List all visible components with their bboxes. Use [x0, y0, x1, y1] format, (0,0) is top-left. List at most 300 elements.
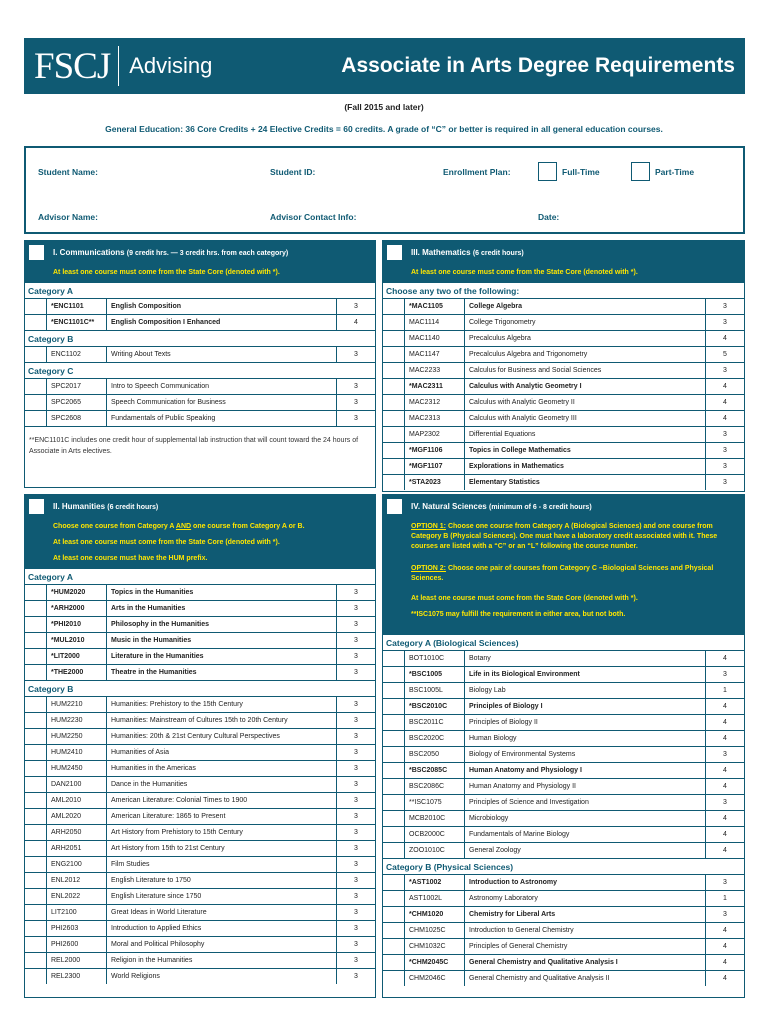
course-check-cell[interactable]: [25, 633, 47, 648]
course-row: [25, 936, 375, 952]
section-hours: (9 credit hrs. — 3 credit hrs. from each category): [126, 250, 289, 257]
course-title: Humanities in the Americas: [107, 761, 337, 776]
course-title: Fundamentals of Marine Biology: [465, 827, 706, 842]
course-title: Humanities: 20th & 21st Century Cultural Perspectives: [107, 729, 337, 744]
course-check-cell[interactable]: [25, 889, 47, 904]
course-code: *AST1002: [405, 875, 465, 890]
course-credits: 3: [354, 653, 358, 660]
course-code: ENL2022: [47, 889, 107, 904]
course-credits: 3: [354, 829, 358, 836]
course-code: BSC1005L: [405, 683, 465, 698]
course-check-cell[interactable]: [25, 617, 47, 632]
course-credits: 3: [723, 879, 727, 886]
category-heading: Choose any two of the following:: [383, 282, 744, 298]
course-check-cell[interactable]: [383, 795, 405, 810]
course-title: Humanities: Mainstream of Cultures 15th to 20th Century: [107, 713, 337, 728]
course-title: Human Anatomy and Physiology II: [465, 779, 706, 794]
course-code: CHM1032C: [405, 939, 465, 954]
humanities-section: [24, 494, 376, 998]
course-check-cell[interactable]: [383, 395, 405, 410]
course-row: [25, 410, 375, 426]
course-row: [25, 904, 375, 920]
course-row: [383, 394, 744, 410]
course-title: General Chemistry and Qualitative Analysis I: [465, 955, 706, 970]
course-code: *MAC1105: [405, 299, 465, 314]
mathematics-checkbox[interactable]: [387, 245, 402, 260]
course-code: CHM2046C: [405, 971, 465, 986]
course-code: DAN2100: [47, 777, 107, 792]
course-check-cell[interactable]: [383, 331, 405, 346]
course-code: BSC2086C: [405, 779, 465, 794]
course-code: HUM2230: [47, 713, 107, 728]
course-check-cell[interactable]: [383, 699, 405, 714]
course-code: *PHI2010: [47, 617, 107, 632]
course-row: [25, 394, 375, 410]
course-code: REL2300: [47, 969, 107, 984]
course-check-cell[interactable]: [25, 299, 47, 314]
part-time-label: Part-Time: [655, 167, 695, 177]
course-check-cell[interactable]: [383, 459, 405, 474]
advisor-name-label: Advisor Name:: [38, 212, 98, 222]
isc1075-note: **ISC1075 may fulfill the requirement in either area, but not both.: [411, 611, 626, 618]
category-heading: Category A: [25, 568, 375, 584]
course-row: [25, 920, 375, 936]
state-core-note: At least one course must come from the State Core (denoted with *).: [411, 269, 638, 276]
course-title: Theatre in the Humanities: [107, 665, 337, 680]
course-row: [25, 760, 375, 776]
state-core-note: At least one course must come from the State Core (denoted with *).: [411, 595, 638, 602]
course-check-cell[interactable]: [383, 907, 405, 922]
course-code: ZOO1010C: [405, 843, 465, 858]
humanities-header: [25, 495, 375, 568]
fscj-logo: FSCJ: [34, 45, 111, 87]
course-code: *CHM1020: [405, 907, 465, 922]
category-heading: Category B: [25, 680, 375, 696]
course-credits: 3: [354, 733, 358, 740]
course-row: [383, 346, 744, 362]
course-row: [383, 410, 744, 426]
course-check-cell[interactable]: [383, 683, 405, 698]
course-row: [25, 856, 375, 872]
communications-checkbox[interactable]: [29, 245, 44, 260]
course-check-cell[interactable]: [383, 811, 405, 826]
course-row: [25, 872, 375, 888]
course-title: American Literature: Colonial Times to 1900: [107, 793, 337, 808]
course-check-cell[interactable]: [383, 651, 405, 666]
course-title: Calculus for Business and Social Sciences: [465, 363, 706, 378]
course-check-cell[interactable]: [383, 379, 405, 394]
course-row: [383, 906, 744, 922]
student-name-label: Student Name:: [38, 167, 98, 177]
course-row: [25, 314, 375, 330]
course-code: ENC1102: [47, 347, 107, 362]
course-code: MAC2313: [405, 411, 465, 426]
course-check-cell[interactable]: [383, 827, 405, 842]
course-row: [25, 712, 375, 728]
course-credits: 4: [723, 335, 727, 342]
course-credits: 3: [723, 479, 727, 486]
course-code: MAC1147: [405, 347, 465, 362]
course-credits: 3: [354, 637, 358, 644]
course-title: General Zoology: [465, 843, 706, 858]
course-check-cell[interactable]: [25, 937, 47, 952]
course-row: [25, 792, 375, 808]
course-title: Music in the Humanities: [107, 633, 337, 648]
course-credits: 3: [723, 671, 727, 678]
course-check-cell[interactable]: [25, 697, 47, 712]
course-check-cell[interactable]: [383, 891, 405, 906]
section-hours: (6 credit hours): [472, 250, 524, 257]
course-row: [383, 810, 744, 826]
course-check-cell[interactable]: [383, 347, 405, 362]
course-code: REL2000: [47, 953, 107, 968]
category-heading: Category A (Biological Sciences): [383, 634, 744, 650]
natural-sciences-header: [383, 495, 744, 634]
course-credits: 3: [354, 749, 358, 756]
state-core-note: At least one course must come from the State Core (denoted with *).: [53, 539, 280, 546]
course-check-cell[interactable]: [25, 315, 47, 330]
course-check-cell[interactable]: [383, 875, 405, 890]
course-title: English Literature since 1750: [107, 889, 337, 904]
course-check-cell[interactable]: [25, 841, 47, 856]
course-code: MCB2010C: [405, 811, 465, 826]
course-check-cell[interactable]: [25, 395, 47, 410]
course-credits: 3: [723, 319, 727, 326]
logo-divider: [118, 46, 119, 86]
course-title: Moral and Political Philosophy: [107, 937, 337, 952]
course-check-cell[interactable]: [383, 779, 405, 794]
course-check-cell[interactable]: [25, 825, 47, 840]
course-title: Microbiology: [465, 811, 706, 826]
course-credits: 1: [723, 895, 727, 902]
course-check-cell[interactable]: [383, 939, 405, 954]
course-title: Fundamentals of Public Speaking: [107, 411, 337, 426]
course-credits: 3: [723, 463, 727, 470]
course-code: SPC2065: [47, 395, 107, 410]
course-title: Botany: [465, 651, 706, 666]
course-title: Chemistry for Liberal Arts: [465, 907, 706, 922]
full-time-label: Full-Time: [562, 167, 600, 177]
course-credits: 3: [354, 909, 358, 916]
course-title: Biology Lab: [465, 683, 706, 698]
course-code: ARH2051: [47, 841, 107, 856]
course-row: [383, 666, 744, 682]
course-code: AML2010: [47, 793, 107, 808]
course-row: [383, 842, 744, 858]
course-row: [383, 922, 744, 938]
course-row: [383, 314, 744, 330]
course-code: PHI2600: [47, 937, 107, 952]
course-code: HUM2250: [47, 729, 107, 744]
course-code: PHI2603: [47, 921, 107, 936]
option-2-note: OPTION 2: Choose one pair of courses from Category C –Biological Sciences and Physical Sciences.: [411, 565, 714, 582]
course-title: Topics in the Humanities: [107, 585, 337, 600]
course-title: Precalculus Algebra and Trigonometry: [465, 347, 706, 362]
course-check-cell[interactable]: [25, 585, 47, 600]
humanities-note-choose: Choose one course from Category A AND one course from Category A or B.: [53, 523, 305, 530]
course-credits: 1: [723, 687, 727, 694]
course-code: HUM2210: [47, 697, 107, 712]
course-row: [25, 632, 375, 648]
course-row: [383, 714, 744, 730]
course-code: ARH2050: [47, 825, 107, 840]
course-check-cell[interactable]: [25, 921, 47, 936]
course-credits: 3: [354, 925, 358, 932]
course-title: Calculus with Analytic Geometry II: [465, 395, 706, 410]
course-code: LIT2100: [47, 905, 107, 920]
course-title: Art History from 15th to 21st Century: [107, 841, 337, 856]
course-title: Principles of Science and Investigation: [465, 795, 706, 810]
course-row: [25, 744, 375, 760]
course-title: Calculus with Analytic Geometry III: [465, 411, 706, 426]
course-row: [383, 938, 744, 954]
course-check-cell[interactable]: [383, 427, 405, 442]
course-row: [25, 696, 375, 712]
subtitle: (Fall 2015 and later): [344, 102, 424, 112]
course-check-cell[interactable]: [25, 969, 47, 984]
section-title: I. Communications: [53, 248, 125, 257]
full-time-checkbox[interactable]: [538, 162, 557, 181]
course-check-cell[interactable]: [25, 729, 47, 744]
course-code: MAC1114: [405, 315, 465, 330]
course-row: [25, 616, 375, 632]
course-title: Introduction to Astronomy: [465, 875, 706, 890]
course-credits: 4: [723, 959, 727, 966]
mathematics-section: [382, 240, 745, 492]
course-code: *MGF1106: [405, 443, 465, 458]
course-row: [383, 954, 744, 970]
course-credits: 3: [723, 303, 727, 310]
course-title: Calculus with Analytic Geometry I: [465, 379, 706, 394]
document-title: Associate in Arts Degree Requirements: [341, 54, 735, 77]
course-code: MAC1140: [405, 331, 465, 346]
part-time-checkbox[interactable]: [631, 162, 650, 181]
course-credits: 3: [354, 621, 358, 628]
course-check-cell[interactable]: [25, 379, 47, 394]
section-title: II. Humanities: [53, 502, 106, 511]
course-row: [383, 826, 744, 842]
course-title: Humanities of Asia: [107, 745, 337, 760]
course-credits: 5: [723, 351, 727, 358]
course-credits: 3: [723, 367, 727, 374]
course-code: *ARH2000: [47, 601, 107, 616]
course-code: HUM2450: [47, 761, 107, 776]
section-hours: (6 credit hours): [107, 504, 159, 511]
course-title: Arts in the Humanities: [107, 601, 337, 616]
course-credits: 3: [354, 765, 358, 772]
course-title: Astronomy Laboratory: [465, 891, 706, 906]
course-check-cell[interactable]: [383, 475, 405, 490]
course-credits: 4: [723, 783, 727, 790]
course-code: *BSC1005: [405, 667, 465, 682]
course-check-cell[interactable]: [25, 905, 47, 920]
communications-section: [24, 240, 376, 488]
course-check-cell[interactable]: [25, 411, 47, 426]
category-heading: Category B: [25, 330, 375, 346]
course-credits: 4: [723, 831, 727, 838]
course-code: BSC2020C: [405, 731, 465, 746]
course-check-cell[interactable]: [383, 411, 405, 426]
communications-header: [25, 241, 375, 282]
course-title: Humanities: Prehistory to the 15th Century: [107, 697, 337, 712]
course-code: MAC2312: [405, 395, 465, 410]
course-check-cell[interactable]: [383, 955, 405, 970]
course-credits: 3: [354, 941, 358, 948]
course-check-cell[interactable]: [383, 443, 405, 458]
course-credits: 3: [354, 589, 358, 596]
course-row: [25, 378, 375, 394]
course-row: [383, 874, 744, 890]
course-row: [383, 378, 744, 394]
course-check-cell[interactable]: [383, 747, 405, 762]
course-code: *BSC2010C: [405, 699, 465, 714]
course-code: MAC2233: [405, 363, 465, 378]
course-check-cell[interactable]: [383, 667, 405, 682]
course-credits: 3: [354, 797, 358, 804]
course-check-cell[interactable]: [383, 923, 405, 938]
course-row: [25, 824, 375, 840]
course-check-cell[interactable]: [25, 809, 47, 824]
course-credits: 3: [354, 669, 358, 676]
course-code: *MUL2010: [47, 633, 107, 648]
course-check-cell[interactable]: [383, 971, 405, 986]
section-title: IV. Natural Sciences: [411, 502, 487, 511]
course-check-cell[interactable]: [383, 843, 405, 858]
course-row: [25, 600, 375, 616]
course-row: [25, 840, 375, 856]
course-title: American Literature: 1865 to Present: [107, 809, 337, 824]
advisor-contact-label: Advisor Contact Info:: [270, 212, 357, 222]
course-credits: 4: [723, 655, 727, 662]
course-title: Introduction to Applied Ethics: [107, 921, 337, 936]
course-title: Precalculus Algebra: [465, 331, 706, 346]
course-row: [383, 330, 744, 346]
course-check-cell[interactable]: [383, 363, 405, 378]
course-code: *HUM2020: [47, 585, 107, 600]
course-code: *CHM2045C: [405, 955, 465, 970]
course-row: [25, 648, 375, 664]
course-code: *MGF1107: [405, 459, 465, 474]
course-check-cell[interactable]: [25, 713, 47, 728]
course-check-cell[interactable]: [25, 347, 47, 362]
course-title: Religion in the Humanities: [107, 953, 337, 968]
course-title: Speech Communication for Business: [107, 395, 337, 410]
course-check-cell[interactable]: [25, 745, 47, 760]
course-code: SPC2017: [47, 379, 107, 394]
course-row: [383, 442, 744, 458]
course-row: [25, 968, 375, 984]
course-title: Principles of Biology I: [465, 699, 706, 714]
course-title: Human Biology: [465, 731, 706, 746]
course-credits: 3: [354, 861, 358, 868]
course-credits: 3: [354, 717, 358, 724]
course-check-cell[interactable]: [25, 857, 47, 872]
option-1-note: OPTION 1: Choose one course from Category A (Biological Sciences) and one course from Category B (Physical Sciences). One must have a laboratory credit associated with it. These courses are listed with a “C” or an “L” following the course number.: [411, 523, 718, 550]
course-check-cell[interactable]: [383, 315, 405, 330]
course-check-cell[interactable]: [25, 777, 47, 792]
humanities-checkbox[interactable]: [29, 499, 44, 514]
course-credits: 4: [723, 703, 727, 710]
course-code: *ENC1101C**: [47, 315, 107, 330]
natural-sciences-checkbox[interactable]: [387, 499, 402, 514]
course-code: *ENC1101: [47, 299, 107, 314]
course-credits: 4: [723, 943, 727, 950]
course-title: Intro to Speech Communication: [107, 379, 337, 394]
gen-ed-summary: General Education: 36 Core Credits + 24 Elective Credits = 60 credits. A grade of “C” or better is required in all general education courses.: [105, 124, 663, 134]
course-check-cell[interactable]: [383, 731, 405, 746]
course-credits: 3: [354, 845, 358, 852]
category-heading: Category B (Physical Sciences): [383, 858, 744, 874]
course-row: [383, 362, 744, 378]
course-credits: 3: [354, 351, 358, 358]
course-code: ENG2100: [47, 857, 107, 872]
course-check-cell[interactable]: [25, 665, 47, 680]
course-row: [383, 890, 744, 906]
course-row: [383, 746, 744, 762]
course-row: [25, 952, 375, 968]
course-code: BSC2011C: [405, 715, 465, 730]
category-heading: Category A: [25, 282, 375, 298]
course-row: [383, 762, 744, 778]
course-credits: 3: [354, 893, 358, 900]
course-row: [383, 426, 744, 442]
course-code: CHM1025C: [405, 923, 465, 938]
state-core-note: At least one course must come from the State Core (denoted with *).: [53, 269, 280, 276]
course-title: College Algebra: [465, 299, 706, 314]
course-credits: 4: [723, 815, 727, 822]
course-credits: 4: [723, 383, 727, 390]
course-title: Elementary Statistics: [465, 475, 706, 490]
course-title: Dance in the Humanities: [107, 777, 337, 792]
course-row: [383, 794, 744, 810]
course-check-cell[interactable]: [25, 873, 47, 888]
course-title: Life in its Biological Environment: [465, 667, 706, 682]
natural-sciences-section: [382, 494, 745, 998]
course-title: World Religions: [107, 969, 337, 984]
course-code: *THE2000: [47, 665, 107, 680]
course-credits: 4: [723, 719, 727, 726]
course-row: [383, 730, 744, 746]
course-check-cell[interactable]: [25, 601, 47, 616]
course-title: Topics in College Mathematics: [465, 443, 706, 458]
course-row: [383, 298, 744, 314]
course-check-cell[interactable]: [25, 649, 47, 664]
course-credits: 3: [354, 399, 358, 406]
course-title: Writing About Texts: [107, 347, 337, 362]
course-code: MAP2302: [405, 427, 465, 442]
course-check-cell[interactable]: [25, 953, 47, 968]
course-code: AST1002L: [405, 891, 465, 906]
course-check-cell[interactable]: [383, 715, 405, 730]
category-heading: Category C: [25, 362, 375, 378]
course-check-cell[interactable]: [383, 299, 405, 314]
section-title: III. Mathematics: [411, 248, 471, 257]
course-code: AML2020: [47, 809, 107, 824]
course-row: [383, 458, 744, 474]
course-title: Explorations in Mathematics: [465, 459, 706, 474]
date-label: Date:: [538, 212, 560, 222]
course-credits: 3: [723, 911, 727, 918]
course-check-cell[interactable]: [383, 763, 405, 778]
course-row: [383, 698, 744, 714]
course-check-cell[interactable]: [25, 761, 47, 776]
course-credits: 4: [723, 399, 727, 406]
course-check-cell[interactable]: [25, 793, 47, 808]
course-code: *BSC2085C: [405, 763, 465, 778]
course-title: Principles of Biology II: [465, 715, 706, 730]
section-hours: (minimum of 6 - 8 credit hours): [488, 504, 592, 511]
student-info-form: [24, 146, 745, 234]
